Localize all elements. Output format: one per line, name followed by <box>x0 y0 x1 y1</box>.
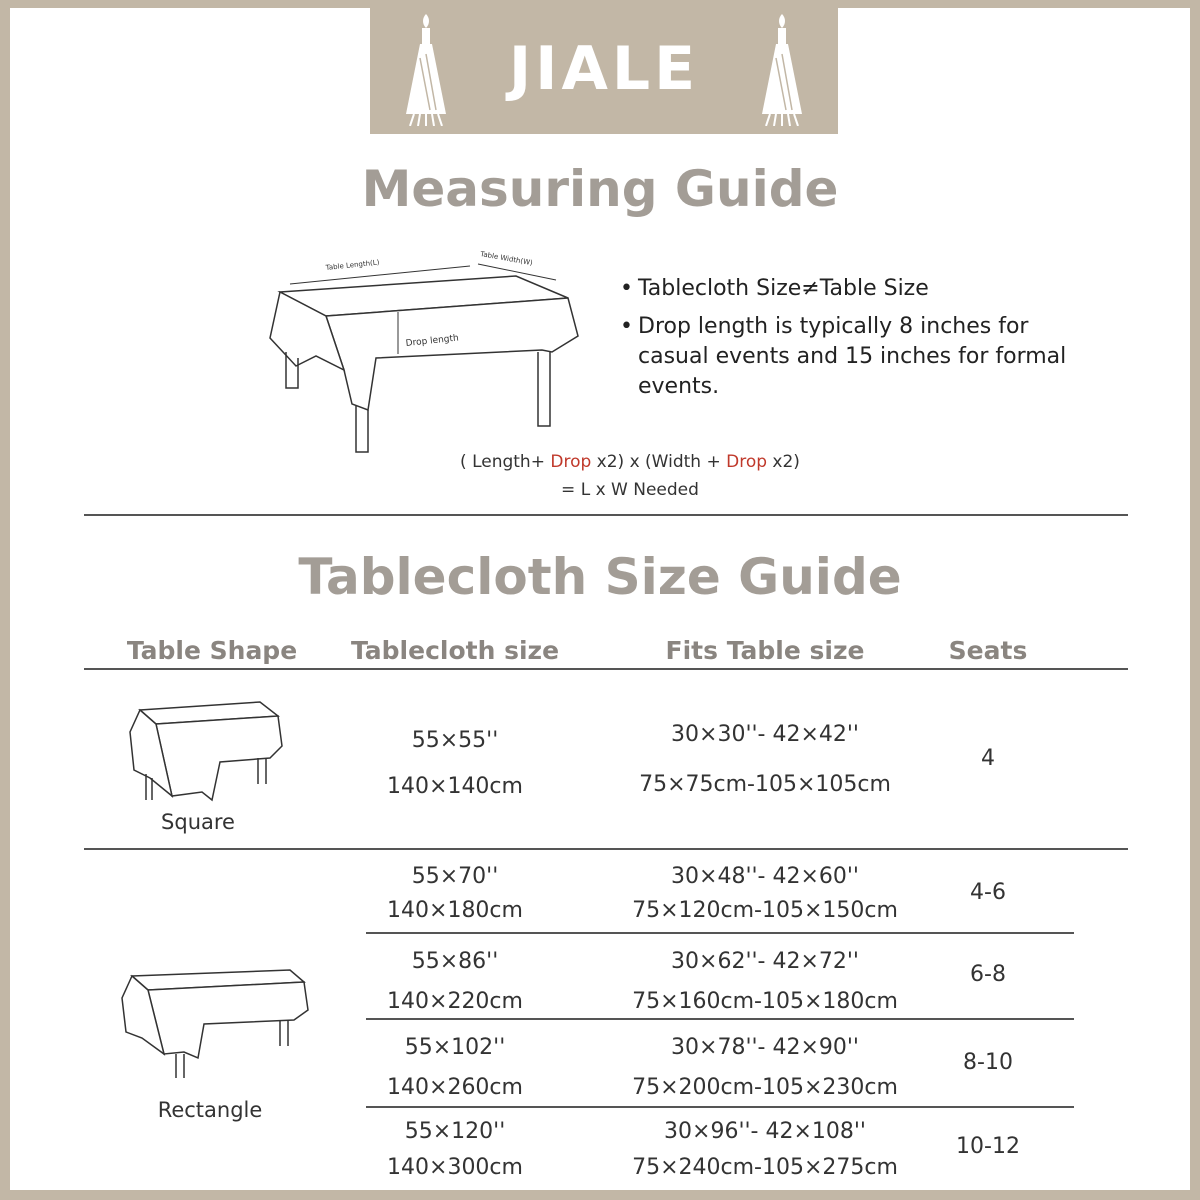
table-cell: 30×78''- 42×90'' 75×200cm-105×230cm <box>632 1035 898 1100</box>
tablecloth-diagram <box>256 236 596 466</box>
shape-label-rectangle: Rectangle <box>157 1098 263 1122</box>
row-divider <box>366 932 1074 934</box>
rectangle-table-icon <box>114 962 314 1082</box>
table-cell: 30×48''- 42×60'' 75×120cm-105×150cm <box>632 864 898 923</box>
bullet-icon: • <box>620 314 633 339</box>
header-seats: Seats <box>948 636 1028 665</box>
measuring-guide-title: Measuring Guide <box>361 160 839 218</box>
table-cell: 4-6 <box>970 880 1006 905</box>
table-cell: 30×96''- 42×108'' 75×240cm-105×275cm <box>632 1119 898 1180</box>
row-divider <box>84 848 1128 850</box>
section-divider <box>84 514 1128 516</box>
table-header-divider <box>84 668 1128 670</box>
tassel-icon <box>756 14 808 126</box>
table-width-label: Table Width(W) <box>479 250 534 268</box>
table-cell: 30×62''- 42×72'' 75×160cm-105×180cm <box>632 949 898 1014</box>
drop-length-label: Drop length <box>405 333 460 349</box>
table-cell: 55×120'' 140×300cm <box>387 1119 523 1180</box>
table-cell: 10-12 <box>956 1134 1020 1159</box>
formula-line-1: ( Length+ Drop x2) x (Width + Drop x2) <box>460 452 800 472</box>
measuring-notes <box>620 274 1090 410</box>
list-item: • Drop length is typically 8 inches for casual events and 15 inches for formal events. <box>620 312 1090 402</box>
table-cell: 55×55'' 140×140cm <box>387 728 523 799</box>
size-guide-title: Tablecloth Size Guide <box>298 548 902 606</box>
table-cell: 4 <box>981 746 995 771</box>
header-table-shape: Table Shape <box>126 636 298 665</box>
brand-banner <box>370 8 838 134</box>
table-cell: 8-10 <box>963 1050 1013 1075</box>
row-divider <box>366 1106 1074 1108</box>
table-cell: 6-8 <box>970 962 1006 987</box>
header-tablecloth-size: Tablecloth size <box>350 636 560 665</box>
formula-line-2: = L x W Needed <box>561 480 699 500</box>
table-length-label: Table Length(L) <box>325 258 380 272</box>
page-panel <box>10 8 1190 1190</box>
shape-label-square: Square <box>161 810 235 834</box>
row-divider <box>366 1018 1074 1020</box>
table-cell: 55×86'' 140×220cm <box>387 949 523 1014</box>
list-item: • Tablecloth Size≠Table Size <box>620 274 1090 304</box>
table-cell: 30×30''- 42×42'' 75×75cm-105×105cm <box>639 722 891 797</box>
size-formula <box>370 448 890 504</box>
square-table-icon <box>120 692 290 812</box>
bullet-icon: • <box>620 276 633 301</box>
header-fits-table-size: Fits Table size <box>665 636 865 665</box>
table-cell: 55×102'' 140×260cm <box>387 1035 523 1100</box>
brand-logo-text: JIALE <box>508 34 700 104</box>
table-cell: 55×70'' 140×180cm <box>387 864 523 923</box>
